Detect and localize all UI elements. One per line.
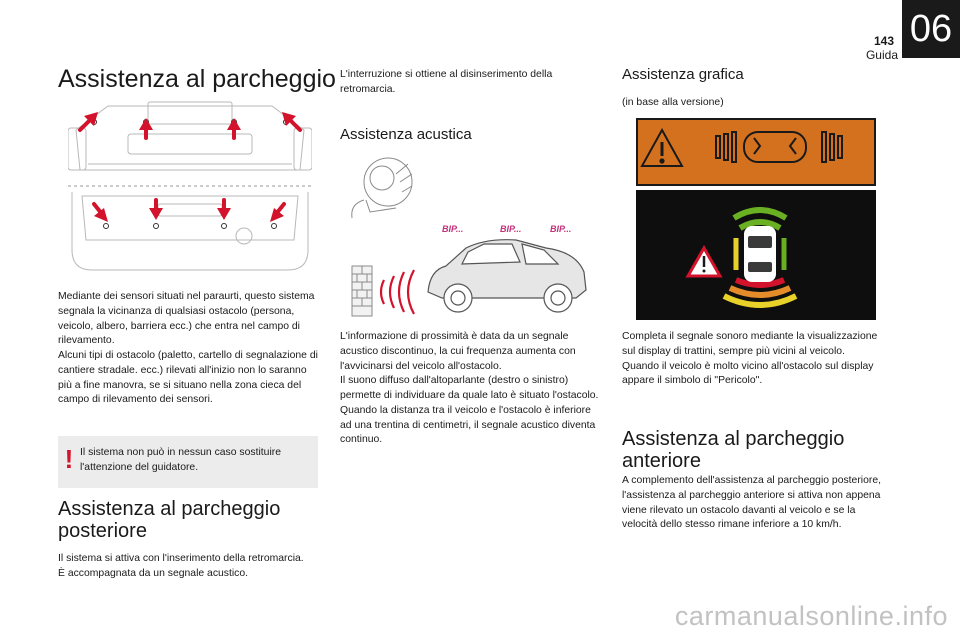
warning-box xyxy=(58,436,318,488)
graphic-assist-subtitle: (in base alla versione) xyxy=(622,97,724,108)
acoustic-assist-title: Assistenza acustica xyxy=(340,126,472,143)
rear-parking-title: Assistenza al parcheggio posteriore xyxy=(58,498,281,542)
car-top-view xyxy=(744,226,776,282)
sensor-arrows xyxy=(80,112,300,222)
display-orange-panel xyxy=(636,118,876,186)
bumper-sensors-illustration xyxy=(68,100,312,272)
section-name: Guida xyxy=(865,48,898,62)
rear-paragraph-1: Il sistema si attiva con l'inserimento della retromarcia. xyxy=(58,553,304,564)
chapter-number-tab: 06 xyxy=(902,0,960,58)
front-bumper-drawing xyxy=(68,102,312,170)
acoustic-illustration xyxy=(346,152,592,322)
acoustic-paragraph-1: L'informazione di prossimità è data da un segnale acustico discontinuo, la cui frequenza aumenta con l'avvicinarsi del veicolo all'ostacolo. xyxy=(340,331,576,372)
car-side-drawing xyxy=(428,240,586,312)
acoustic-paragraph-3: Quando la distanza tra il veicolo e l'ostacolo è inferiore ad una trentina di centimetri, il segnale acustico diventa continuo. xyxy=(340,404,596,446)
warning-text: Il sistema non può in nessun caso sostituire l'attenzione del guidatore. xyxy=(80,447,281,473)
interruption-text: L'interruzione si ottiene al disinserimento della retromarcia. xyxy=(340,69,553,95)
warning-icon: ! xyxy=(64,444,74,474)
rear-bumper-drawing xyxy=(72,192,308,270)
bip-label-3: BIP... xyxy=(550,224,572,234)
rear-paragraph-2: È accompagnata da un segnale acustico. xyxy=(58,567,249,579)
brick-wall-icon xyxy=(352,266,372,316)
acoustic-paragraph-2: Il suono diffuso dall'altoparlante (destro o sinistro) permette di individuare da quale lato è situato l'ostacolo. xyxy=(340,375,599,402)
graphic-text-block xyxy=(622,330,884,389)
front-parking-title: Assistenza al parcheggio anteriore xyxy=(622,428,845,472)
intro-text-block xyxy=(58,290,320,408)
bip-label-2: BIP... xyxy=(500,224,522,234)
graphic-paragraph-1: Completa il segnale sonoro mediante la visualizzazione sul display di trattini, sempre più vicini al veicolo. xyxy=(622,331,878,357)
watermark-text: carmanualsonline.info xyxy=(674,601,948,631)
bip-label-1: BIP... xyxy=(442,224,464,234)
intro-paragraph-1: Mediante dei sensori situati nel paraurti, questo sistema segnala la vicinanza di qualsiasi ostacolo (persona, veicolo, albero, barriera ecc.) che entra nel campo di rilevamento. xyxy=(58,291,315,347)
display-proximity-panel xyxy=(636,190,876,320)
graphic-assist-title: Assistenza grafica xyxy=(622,66,744,83)
speaker-knob-drawing xyxy=(352,158,412,218)
acoustic-text-block xyxy=(340,330,602,448)
intro-paragraph-2: Alcuni tipi di ostacolo (paletto, cartello di segnalazione di cantiere stradale. ecc.) rilevati all'inizio non lo saranno più a fine manovra, se si situano nella zona cieca del campo di rilevamento dei sensori. xyxy=(58,350,318,406)
graphic-paragraph-2: Quando il veicolo è molto vicino all'ostacolo sul display appare il simbolo di "Pericolo". xyxy=(622,360,874,387)
front-paragraph: A complemento dell'assistenza al parcheggio posteriore, l'assistenza al parcheggio anteriore si attiva non appena viene rilevato un ostacolo davanti al veicolo e se la velocità dello stesso rimane inferiore a 10 km/h. xyxy=(622,475,882,531)
page-title: Assistenza al parcheggio xyxy=(58,65,336,93)
sound-waves-icon xyxy=(381,270,414,314)
rear-text-block xyxy=(58,552,308,582)
page-number: 143 xyxy=(873,34,894,48)
sensor-points xyxy=(92,120,289,229)
